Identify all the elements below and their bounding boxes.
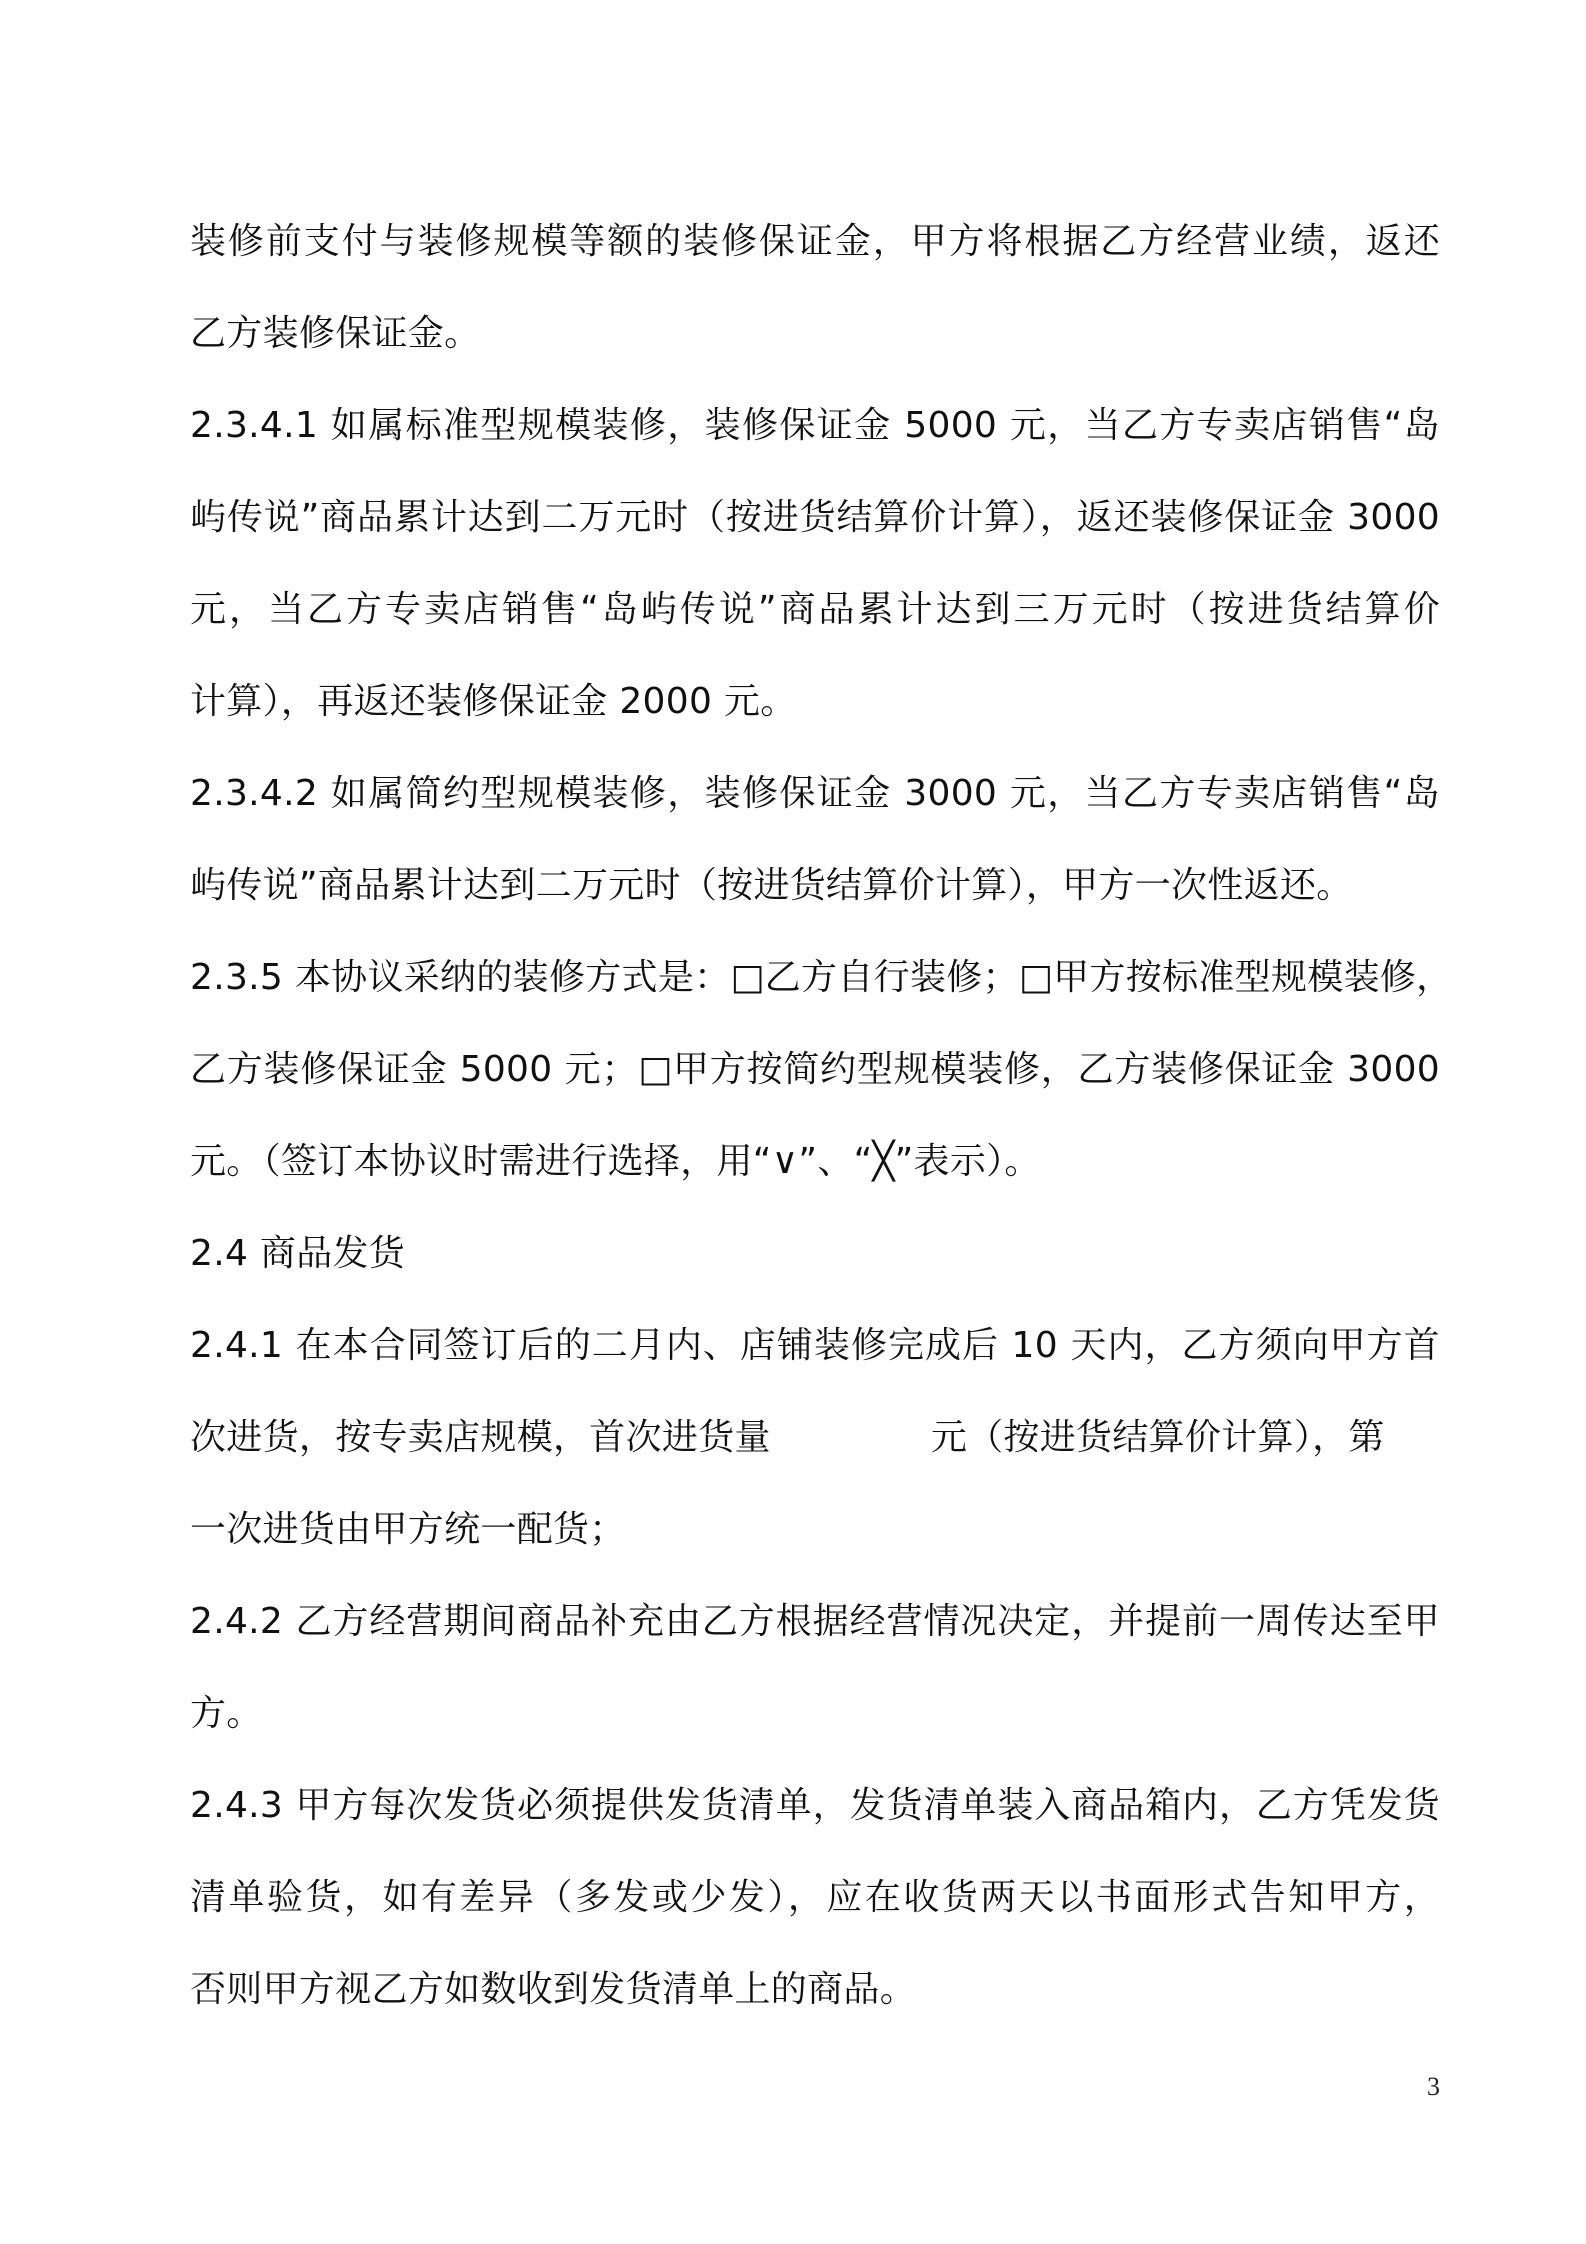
text-line: 乙方装修保证金 5000 元；□甲方按简约型规模装修，乙方装修保证金 3000 [190, 1049, 1440, 1090]
text-line: 清单验货，如有差异（多发或少发），应在收货两天以书面形式告知甲方， [190, 1877, 1440, 1918]
text-line: 2.3.5 本协议采纳的装修方式是：□乙方自行装修；□甲方按标准型规模装修， [190, 957, 1453, 998]
page-number: 3 [1427, 2072, 1440, 2101]
text-line: 否则甲方视乙方如数收到发货清单上的商品。 [190, 1969, 917, 2010]
text-line: 乙方装修保证金。 [190, 313, 481, 354]
text-line: 方。 [190, 1693, 263, 1734]
text-line: 屿传说”商品累计达到二万元时（按进货结算价计算），甲方一次性返还。 [190, 865, 1353, 906]
text-line: 一次进货由甲方统一配货； [190, 1509, 626, 1550]
text-line: 2.4.2 乙方经营期间商品补充由乙方根据经营情况决定，并提前一周传达至甲 [190, 1601, 1440, 1642]
text-line: 2.4.1 在本合同签订后的二月内、店铺装修完成后 10 天内，乙方须向甲方首 [190, 1325, 1440, 1366]
section-heading: 2.4 商品发货 [190, 1233, 406, 1274]
text-line: 元，当乙方专卖店销售“岛屿传说”商品累计达到三万元时（按进货结算价 [190, 589, 1440, 630]
text-line: 计算），再返还装修保证金 2000 元。 [190, 681, 797, 722]
text-line-with-blank [190, 1392, 1440, 1484]
text-line: 2.3.4.1 如属标准型规模装修，装修保证金 5000 元，当乙方专卖店销售“岛 [190, 405, 1440, 446]
text-line: 2.4.3 甲方每次发货必须提供发货清单，发货清单装入商品箱内，乙方凭发货 [190, 1785, 1440, 1826]
document-body [190, 196, 1453, 2036]
text-line: 元。（签订本协议时需进行选择，用“∨”、“╳”表示）。 [190, 1141, 1041, 1182]
text-line: 装修前支付与装修规模等额的装修保证金，甲方将根据乙方经营业绩，返还 [190, 221, 1440, 262]
text-line: 2.3.4.2 如属简约型规模装修，装修保证金 3000 元，当乙方专卖店销售“岛 [190, 773, 1440, 814]
text-before-blank: 次进货，按专卖店规模，首次进货量 [190, 1417, 771, 1458]
text-line: 屿传说”商品累计达到二万元时（按进货结算价计算），返还装修保证金 3000 [190, 497, 1440, 538]
text-after-blank: 元（按进货结算价计算），第 [930, 1417, 1385, 1458]
